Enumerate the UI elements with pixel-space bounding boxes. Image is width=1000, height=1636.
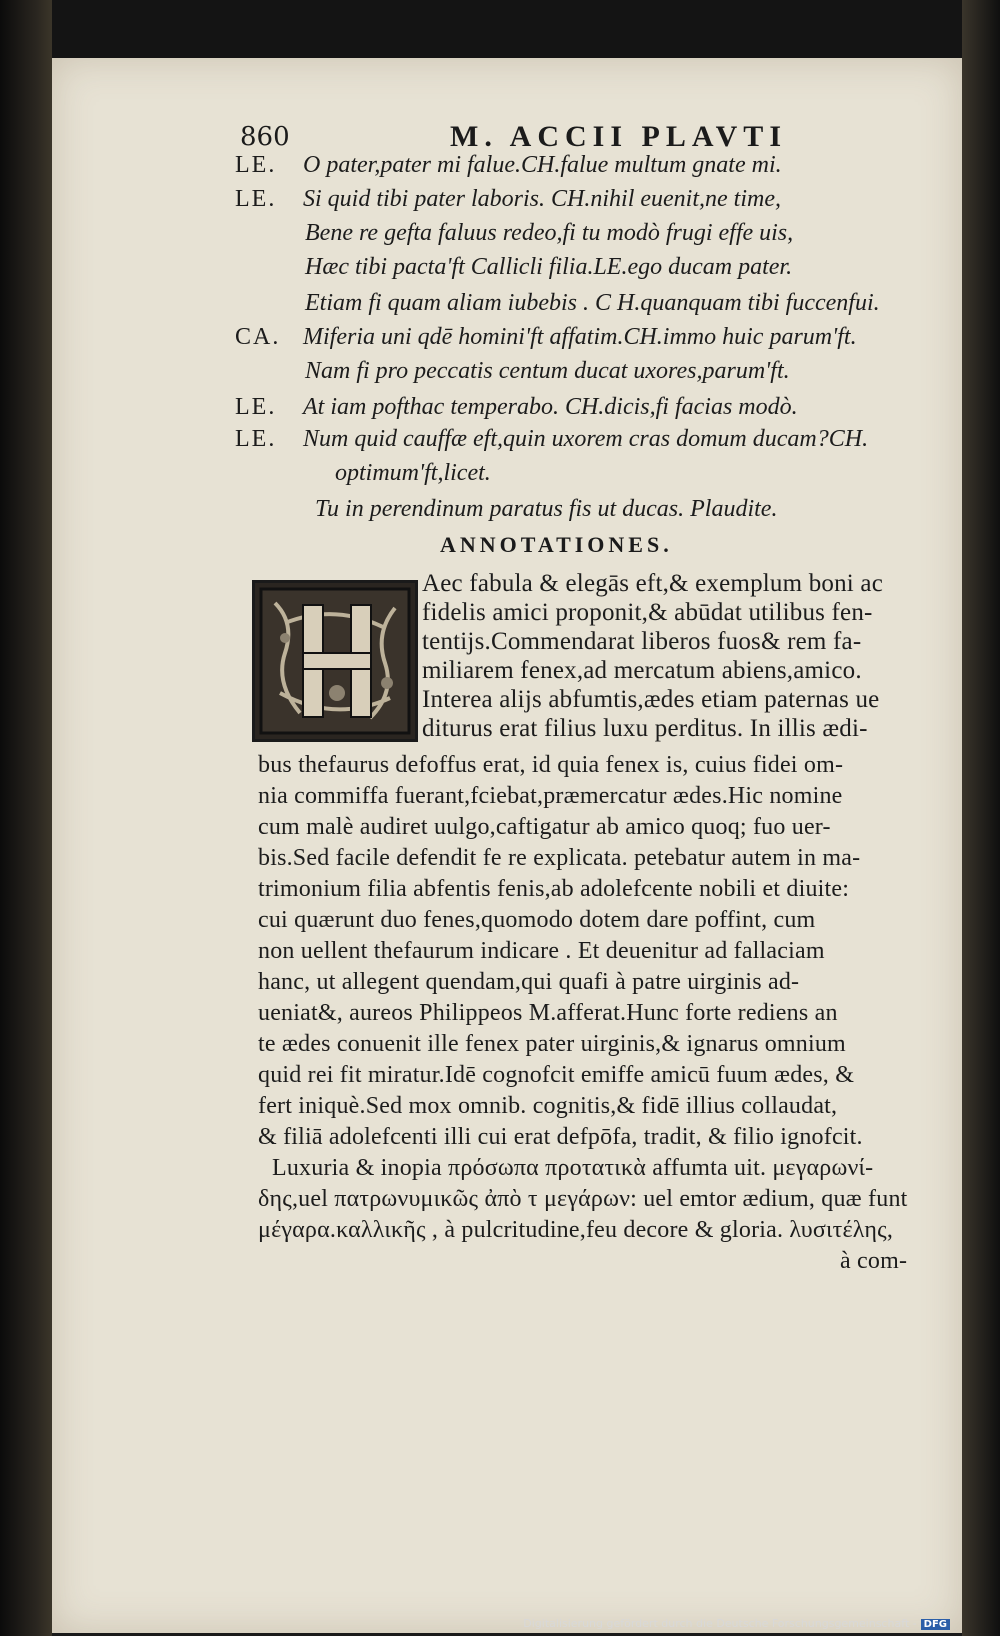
verse-line: [235, 324, 935, 351]
page-edge: [962, 0, 1000, 1636]
speaker-label: LE.: [235, 186, 277, 212]
speaker-label: LE.: [235, 152, 277, 178]
verse-line: [235, 426, 935, 453]
running-title: M. ACCII PLAVTI: [450, 120, 787, 153]
text-line: bus thefaurus defoffus erat, id quia fenex is, cuius fidei om-: [258, 752, 844, 778]
text-line: quid rei fit miratur.Idē cognofcit emiffe amicū fuum ædes, &: [258, 1062, 855, 1088]
text-line: cum malè audiret uulgo,caftigatur ab amico quoq; fuo uer-: [258, 814, 831, 840]
speaker-label: LE.: [235, 394, 277, 420]
text-line: hanc, ut allegent quendam,qui quafi à patre uirginis ad-: [258, 969, 800, 995]
text-line: à com-: [840, 1248, 908, 1274]
decorated-initial-h: [252, 580, 418, 742]
text-line: fidelis amici proponit,& abūdat utilibus fen-: [422, 599, 873, 626]
verse-text: Num quid cauffæ eft,quin uxorem cras domum ducam?CH.: [303, 426, 869, 452]
verse-line: [235, 220, 935, 247]
dfg-logo: DFG: [921, 1619, 950, 1630]
annotations-heading: ANNOTATIONES.: [440, 532, 673, 557]
text-line: non uellent thefaurum indicare . Et deuenitur ad fallaciam: [258, 938, 825, 964]
verse-line: [235, 290, 935, 317]
text-line: diturus erat filius luxu perditus. In illis ædi-: [422, 715, 868, 742]
text-line: & filiā adolefcenti illi cui erat defpōfa, tradit, & filio ignofcit.: [258, 1124, 863, 1150]
text-line: Luxuria & inopia πρόσωπα προτατικὰ affumta uit. μεγαρωνί-: [272, 1155, 874, 1181]
ornament-icon: [255, 583, 415, 739]
verse-text: Etiam fi quam aliam iubebis . C H.quanquam tibi fuccenfui.: [305, 290, 880, 316]
speaker-label: CA.: [235, 324, 281, 350]
verse-line: [235, 358, 935, 385]
verse-text: At iam pofthac temperabo. CH.dicis,fi facias modò.: [303, 394, 798, 420]
verse-text: Nam fi pro peccatis centum ducat uxores,parum'ft.: [305, 358, 790, 384]
text-line: tentijs.Commendarat liberos fuos& rem fa-: [422, 628, 862, 655]
text-line: μέγαρα.καλλικῆς , à pulcritudine,feu decore & gloria. λυσιτέλης,: [258, 1217, 894, 1243]
text-line: te ædes conuenit ille fenex pater uirginis,& ignarus omnium: [258, 1031, 846, 1057]
text-line: Interea alijs abfumtis,ædes etiam paternas ue: [422, 686, 880, 713]
book-binding: [0, 0, 52, 1636]
text-line: Aec fabula & elegās eft,& exemplum boni ac: [422, 570, 883, 597]
digitization-footer: [523, 1617, 950, 1630]
verse-text: Miferia uni qdē homini'ft affatim.CH.immo huic parum'ft.: [303, 324, 857, 350]
verse-line: [235, 496, 935, 523]
page-number: 860: [240, 122, 290, 152]
verse-text: Hæc tibi pacta'ft Callicli filia.LE.ego ducam pater.: [305, 254, 793, 280]
scan-background: [52, 0, 1000, 58]
verse-line: [235, 186, 935, 213]
verse-text: Tu in perendinum paratus fis ut ducas. Plaudite.: [315, 496, 778, 522]
text-line: miliarem fenex,ad mercatum abiens,amico.: [422, 657, 862, 684]
text-line: fert iniquè.Sed mox omnib. cognitis,& fidē illius collaudat,: [258, 1093, 838, 1119]
verse-text: optimum'ft,licet.: [335, 460, 491, 486]
footer-text: Digitalisierung gefördert durch die Deutsche Forschungsgemeinschaft -: [523, 1617, 917, 1630]
speaker-label: LE.: [235, 426, 277, 452]
text-line: ueniat&, aureos Philippeos M.afferat.Hunc forte rediens an: [258, 1000, 838, 1026]
verse-line: [235, 254, 935, 281]
verse-line: [235, 152, 935, 179]
verse-line: [235, 394, 935, 421]
verse-text: Bene re gefta faluus redeo,fi tu modò frugi effe uis,: [305, 220, 794, 246]
verse-line: [235, 460, 935, 487]
text-line: bis.Sed facile defendit fe re explicata. petebatur autem in ma-: [258, 845, 861, 871]
verse-text: O pater,pater mi falue.CH.falue multum gnate mi.: [303, 152, 782, 178]
text-line: cui quærunt duo fenes,quomodo dotem dare poffint, cum: [258, 907, 816, 933]
text-line: trimonium filia abfentis fenis,ab adolefcente nobili et diuite:: [258, 876, 850, 902]
text-line: δης,uel πατρωνυμικῶς ἀπὸ τ μεγάρων: uel emtor ædium, quæ funt: [258, 1186, 908, 1212]
text-line: nia commiffa fuerant,fciebat,præmercatur ædes.Hic nomine: [258, 783, 843, 809]
verse-text: Si quid tibi pater laboris. CH.nihil euenit,ne time,: [303, 186, 781, 212]
